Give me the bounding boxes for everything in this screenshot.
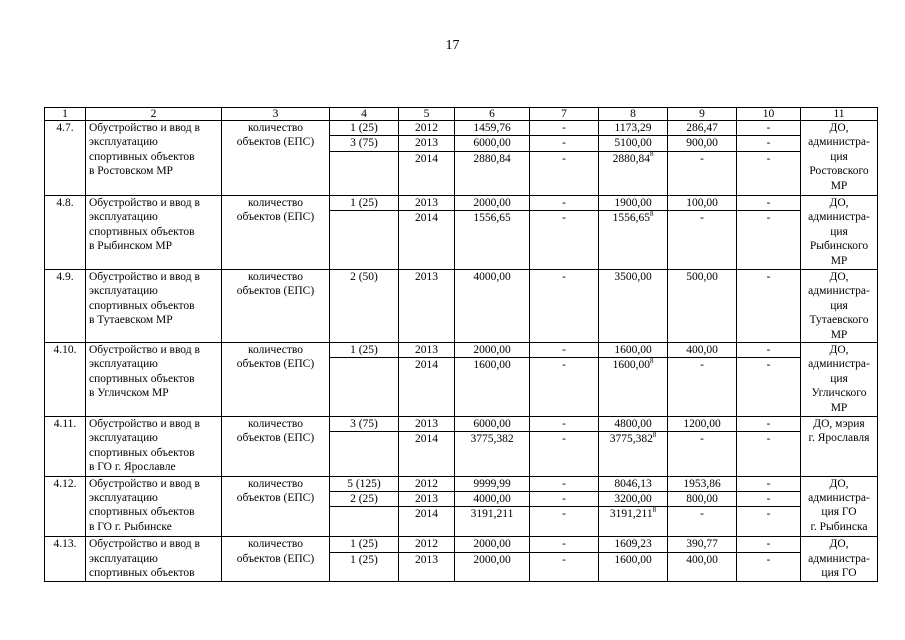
quantity-cell: 1 (25) [330, 196, 399, 211]
quantity-cell: 5 (125) [330, 476, 399, 491]
regional-value: 4800,00 [614, 418, 652, 430]
item-name-cell [86, 417, 222, 477]
regional-value: 1600,00 [614, 344, 652, 356]
regional-value: 1900,00 [614, 197, 652, 209]
total-cell: 3775,382 [455, 432, 530, 476]
responsible-cell [801, 476, 878, 537]
table-row [45, 417, 878, 432]
text-line: Обустройство и ввод в [89, 538, 200, 551]
quantity-cell: 2 (25) [330, 492, 399, 507]
item-number-cell: 4.9. [45, 270, 86, 343]
federal-cell: - [530, 151, 599, 195]
regional-value: 8046,13 [614, 477, 652, 490]
year-cell: 2013 [399, 270, 455, 343]
text-line: эксплуатацию [89, 552, 158, 565]
quantity-cell [330, 432, 399, 476]
federal-cell: - [530, 121, 599, 136]
regional-value: 1600,00 [612, 359, 650, 372]
regional-cell [599, 136, 668, 151]
responsible-cell [801, 270, 878, 343]
footnote-mark: 8 [652, 431, 657, 439]
other-cell: - [737, 196, 801, 211]
other-cell: - [737, 121, 801, 136]
year-cell: 2014 [399, 358, 455, 417]
text-line: количество [248, 344, 303, 356]
federal-cell: - [530, 343, 599, 358]
text-line: объектов (ЕПС) [236, 136, 315, 149]
federal-cell: - [530, 417, 599, 432]
text-line: объектов (ЕПС) [236, 552, 315, 565]
item-name-cell [86, 121, 222, 196]
other-cell: - [737, 136, 801, 151]
total-cell: 6000,00 [455, 417, 530, 432]
item-number-cell: 4.7. [45, 121, 86, 196]
header-cell: 1 [45, 108, 86, 121]
text-line: ДО, [829, 538, 849, 551]
program-table [44, 107, 878, 582]
text-line: количество [248, 538, 303, 551]
regional-cell [599, 343, 668, 358]
text-line: ДО, [829, 271, 849, 283]
text-line: спортивных объектов [89, 566, 195, 579]
text-line: ДО, [829, 122, 849, 134]
total-cell: 2000,00 [455, 552, 530, 582]
text-line: г. Рыбинска [810, 520, 868, 533]
other-cell: - [737, 417, 801, 432]
item-name-cell [86, 537, 222, 582]
other-cell: - [737, 537, 801, 552]
text-line: в Ростовском МР [89, 165, 173, 178]
local-cell: 400,00 [668, 552, 737, 582]
quantity-cell: 1 (25) [330, 552, 399, 582]
quantity-cell: 1 (25) [330, 121, 399, 136]
other-cell: - [737, 270, 801, 343]
text-line: г. Ярославля [808, 432, 870, 445]
year-cell: 2013 [399, 136, 455, 151]
text-line: количество [248, 418, 303, 430]
other-cell: - [737, 211, 801, 270]
regional-value: 1173,29 [614, 122, 652, 134]
text-line: Рыбинского [809, 240, 869, 253]
item-name-cell [86, 196, 222, 270]
header-cell: 9 [668, 108, 737, 121]
local-cell: 286,47 [668, 121, 737, 136]
local-cell: 400,00 [668, 343, 737, 358]
text-line: администра- [808, 211, 870, 224]
header-cell: 8 [599, 108, 668, 121]
other-cell: - [737, 476, 801, 491]
text-line: объектов (ЕПС) [236, 285, 315, 298]
quantity-cell: 2 (50) [330, 270, 399, 343]
text-line: количество [248, 477, 303, 490]
total-cell: 2000,00 [455, 196, 530, 211]
year-cell: 2013 [399, 343, 455, 358]
table-row [45, 343, 878, 358]
text-line: объектов (ЕПС) [236, 491, 315, 504]
item-number-cell: 4.8. [45, 196, 86, 270]
quantity-cell: 3 (75) [330, 136, 399, 151]
header-cell: 3 [222, 108, 330, 121]
text-line: эксплуатацию [89, 432, 158, 445]
year-cell: 2014 [399, 211, 455, 270]
federal-cell: - [530, 211, 599, 270]
text-line: ция ГО [821, 506, 857, 519]
quantity-cell [330, 211, 399, 270]
total-cell: 2880,84 [455, 151, 530, 195]
total-cell: 4000,00 [455, 270, 530, 343]
text-line: спортивных объектов [89, 372, 195, 385]
other-cell: - [737, 507, 801, 537]
text-line: администра- [808, 491, 870, 504]
text-line: Тутаевского [809, 314, 869, 327]
regional-cell [599, 552, 668, 582]
text-line: МР [830, 179, 848, 192]
local-cell: 800,00 [668, 492, 737, 507]
text-line: Обустройство и ввод в [89, 271, 200, 283]
text-line: Угличского [811, 387, 867, 400]
regional-cell [599, 151, 668, 195]
regional-cell [599, 211, 668, 270]
federal-cell: - [530, 476, 599, 491]
table-row [45, 270, 878, 343]
header-cell: 5 [399, 108, 455, 121]
text-line: Обустройство и ввод в [89, 344, 200, 356]
responsible-cell [801, 196, 878, 270]
item-number-cell: 4.13. [45, 537, 86, 582]
regional-value: 2880,84 [612, 152, 650, 165]
unit-cell [222, 121, 330, 196]
table-row [45, 121, 878, 136]
text-line: ция [830, 225, 848, 238]
item-name-cell [86, 270, 222, 343]
footnote-mark: 8 [649, 151, 654, 158]
federal-cell: - [530, 432, 599, 476]
text-line: администра- [808, 552, 870, 565]
text-line: ДО, мэрия [813, 418, 865, 430]
responsible-cell [801, 343, 878, 417]
total-cell: 9999,99 [455, 476, 530, 491]
total-cell: 1459,76 [455, 121, 530, 136]
text-line: спортивных объектов [89, 150, 195, 163]
regional-value: 1609,23 [614, 538, 652, 551]
text-line: спортивных объектов [89, 225, 195, 238]
regional-cell [599, 270, 668, 343]
local-cell: - [668, 358, 737, 417]
year-cell: 2013 [399, 552, 455, 582]
responsible-cell [801, 121, 878, 196]
quantity-cell: 3 (75) [330, 417, 399, 432]
regional-cell [599, 492, 668, 507]
regional-cell [599, 507, 668, 537]
federal-cell: - [530, 507, 599, 537]
regional-cell [599, 121, 668, 136]
local-cell: - [668, 151, 737, 195]
quantity-cell [330, 358, 399, 417]
year-cell: 2014 [399, 507, 455, 537]
text-line: объектов (ЕПС) [236, 211, 315, 224]
header-cell: 4 [330, 108, 399, 121]
responsible-cell [801, 417, 878, 477]
footnote-mark: 8 [649, 210, 654, 218]
year-cell: 2012 [399, 476, 455, 491]
other-cell: - [737, 552, 801, 582]
item-number-cell: 4.10. [45, 343, 86, 417]
text-line: эксплуатацию [89, 285, 158, 298]
year-cell: 2014 [399, 151, 455, 195]
table-header-row [45, 108, 878, 121]
year-cell: 2012 [399, 121, 455, 136]
text-line: эксплуатацию [89, 358, 158, 371]
text-line: в Рыбинском МР [89, 240, 172, 253]
page-number: 17 [445, 38, 460, 53]
federal-cell: - [530, 492, 599, 507]
text-line: спортивных объектов [89, 446, 195, 459]
table-row [45, 196, 878, 211]
regional-cell [599, 196, 668, 211]
total-cell: 1556,65 [455, 211, 530, 270]
total-cell: 2000,00 [455, 537, 530, 552]
text-line: ДО, [829, 477, 849, 490]
text-line: МР [830, 401, 848, 414]
text-line: ДО, [829, 344, 849, 356]
responsible-cell [801, 537, 878, 582]
text-line: эксплуатацию [89, 136, 158, 149]
local-cell: 1200,00 [668, 417, 737, 432]
total-cell: 4000,00 [455, 492, 530, 507]
item-name-cell [86, 476, 222, 537]
footnote-mark: 8 [652, 506, 657, 514]
regional-cell [599, 537, 668, 552]
federal-cell: - [530, 136, 599, 151]
regional-value: 1556,65 [612, 212, 650, 225]
footnote-mark: 8 [649, 357, 654, 365]
text-line: спортивных объектов [89, 299, 195, 312]
local-cell: - [668, 432, 737, 476]
quantity-cell [330, 507, 399, 537]
total-cell: 3191,211 [455, 507, 530, 537]
text-line: количество [248, 122, 303, 134]
text-line: ДО, [829, 197, 849, 209]
federal-cell: - [530, 552, 599, 582]
text-line: Обустройство и ввод в [89, 418, 200, 430]
text-line: администра- [808, 358, 870, 371]
table-row [45, 537, 878, 552]
other-cell: - [737, 151, 801, 195]
header-cell: 2 [86, 108, 222, 121]
text-line: в ГО г. Рыбинске [89, 520, 172, 533]
unit-cell [222, 537, 330, 582]
item-number-cell: 4.12. [45, 476, 86, 537]
unit-cell [222, 417, 330, 477]
text-line: ция [830, 299, 848, 312]
regional-cell [599, 432, 668, 476]
text-line: Ростовского [809, 165, 869, 178]
year-cell: 2012 [399, 537, 455, 552]
federal-cell: - [530, 196, 599, 211]
federal-cell: - [530, 537, 599, 552]
text-line: спортивных объектов [89, 506, 195, 519]
text-line: в Угличском МР [89, 387, 169, 400]
regional-value: 3200,00 [614, 493, 652, 505]
year-cell: 2013 [399, 196, 455, 211]
total-cell: 2000,00 [455, 343, 530, 358]
federal-cell: - [530, 358, 599, 417]
text-line: эксплуатацию [89, 491, 158, 504]
item-name-cell [86, 343, 222, 417]
header-cell: 6 [455, 108, 530, 121]
local-cell: 1953,86 [668, 476, 737, 491]
text-line: ция [830, 150, 848, 163]
text-line: Обустройство и ввод в [89, 122, 200, 134]
text-line: администра- [808, 285, 870, 298]
text-line: в ГО г. Ярославле [89, 461, 176, 474]
local-cell: 390,77 [668, 537, 737, 552]
local-cell: - [668, 211, 737, 270]
unit-cell [222, 270, 330, 343]
text-line: МР [830, 254, 848, 267]
unit-cell [222, 196, 330, 270]
text-line: ция [830, 372, 848, 385]
total-cell: 6000,00 [455, 136, 530, 151]
text-line: в Тутаевском МР [89, 314, 173, 327]
federal-cell: - [530, 270, 599, 343]
item-number-cell: 4.11. [45, 417, 86, 477]
text-line: объектов (ЕПС) [236, 432, 315, 445]
other-cell: - [737, 492, 801, 507]
header-cell: 10 [737, 108, 801, 121]
other-cell: - [737, 358, 801, 417]
regional-cell [599, 417, 668, 432]
regional-cell [599, 476, 668, 491]
text-line: количество [248, 197, 303, 209]
header-cell: 11 [801, 108, 878, 121]
text-line: эксплуатацию [89, 211, 158, 224]
regional-value: 1600,00 [614, 553, 652, 566]
regional-value: 3775,382 [609, 433, 653, 446]
year-cell: 2014 [399, 432, 455, 476]
total-cell: 1600,00 [455, 358, 530, 417]
year-cell: 2013 [399, 492, 455, 507]
text-line: количество [248, 271, 303, 283]
local-cell: 100,00 [668, 196, 737, 211]
text-line: ция ГО [821, 566, 857, 579]
regional-cell [599, 358, 668, 417]
text-line: МР [830, 328, 848, 341]
text-line: объектов (ЕПС) [236, 358, 315, 371]
table-row [45, 476, 878, 491]
text-line: Обустройство и ввод в [89, 477, 200, 490]
unit-cell [222, 476, 330, 537]
year-cell: 2013 [399, 417, 455, 432]
other-cell: - [737, 343, 801, 358]
regional-value: 5100,00 [614, 137, 652, 150]
local-cell: 500,00 [668, 270, 737, 343]
quantity-cell: 1 (25) [330, 537, 399, 552]
quantity-cell: 1 (25) [330, 343, 399, 358]
local-cell: - [668, 507, 737, 537]
local-cell: 900,00 [668, 136, 737, 151]
unit-cell [222, 343, 330, 417]
regional-value: 3191,211 [609, 508, 653, 521]
regional-value: 3500,00 [614, 271, 652, 283]
header-cell: 7 [530, 108, 599, 121]
other-cell: - [737, 432, 801, 476]
quantity-cell [330, 151, 399, 195]
text-line: администра- [808, 136, 870, 149]
text-line: Обустройство и ввод в [89, 197, 200, 209]
